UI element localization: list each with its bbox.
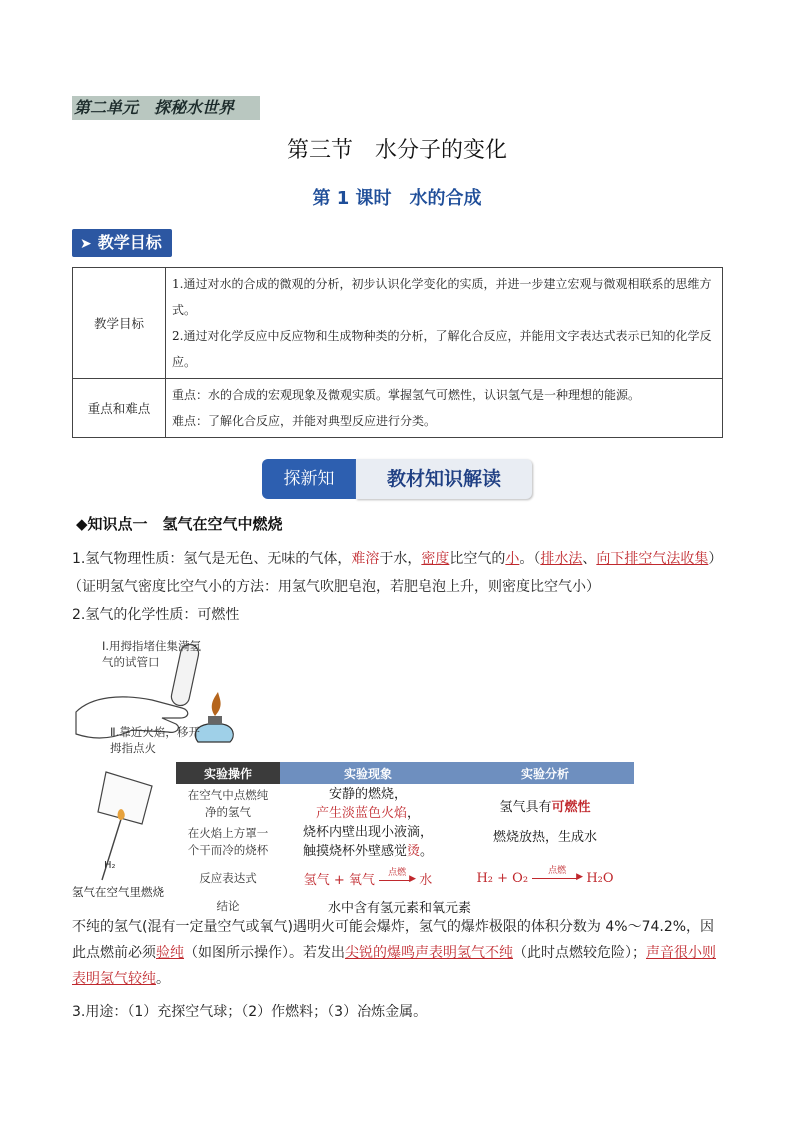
- phen-1: 安静的燃烧，: [328, 787, 407, 802]
- column-header: 实验现象: [280, 762, 456, 784]
- table-row: [73, 268, 723, 379]
- table-row: [176, 784, 634, 862]
- highlight: 难溶: [351, 551, 380, 567]
- banner-right: 教材知识解读: [356, 459, 532, 499]
- highlight: 尖锐的爆鸣声表明氢气不纯: [345, 945, 513, 961]
- analysis-cell: [456, 784, 634, 862]
- text: （如图所示操作）。若发出: [184, 945, 345, 961]
- text: 1.氢气物理性质：氢气是无色、无味的气体，: [72, 551, 352, 567]
- page-title: 第三节 水分子的变化: [286, 138, 507, 163]
- highlight: 向下排空气法收集: [596, 551, 709, 567]
- highlight: 产生淡蓝色火焰: [315, 806, 407, 821]
- table-row: [73, 379, 723, 438]
- banner-left: 探新知: [262, 459, 356, 499]
- goal-line: 重点：水的合成的宏观现象及微观实质。掌握氢气可燃性，认识氢气是一种理想的能源。: [172, 388, 641, 402]
- condition-label: 点燃: [388, 868, 407, 878]
- ana-2: 燃烧放热，生成水: [492, 830, 597, 845]
- section-banner: [262, 459, 532, 499]
- conclusion-cell: 水中含有氢元素和氧元素: [328, 900, 472, 916]
- arrow-head-icon: ▶: [576, 872, 584, 882]
- row-label: 重点和难点: [73, 379, 166, 438]
- phen-4: [281, 842, 455, 861]
- eq-product: 水: [419, 872, 433, 888]
- text: （此时点燃较危险）；: [513, 945, 646, 961]
- row-content: [166, 268, 723, 379]
- paragraph-chemical-properties: 2.氢气的化学性质：可燃性: [72, 607, 240, 623]
- goal-line: 难点：了解化合反应，并能对典型反应进行分类。: [172, 414, 437, 428]
- figure-caption: 氢气在空气里燃烧: [72, 885, 164, 899]
- experiment-table: [176, 762, 634, 918]
- beaker-illustration: [72, 768, 176, 888]
- operation-cell: [176, 784, 280, 862]
- condition-label: 点燃: [548, 866, 567, 876]
- phenomenon-cell: [280, 784, 456, 862]
- text: 氢气具有: [499, 800, 552, 815]
- arrow-line: [379, 880, 411, 881]
- reaction-arrow: [379, 868, 416, 887]
- paragraph-uses: 3.用途：（1）充探空气球；（2）作燃料；（3）冶炼金属。: [72, 1004, 428, 1020]
- highlight: 排水法: [540, 551, 583, 567]
- arrow-line: [532, 878, 578, 879]
- highlight: 小: [505, 551, 520, 567]
- op-2: 在火焰上方罩一个干而冷的烧杯: [187, 826, 269, 857]
- knowledge-point-title: ◆知识点一 氢气在空气中燃烧: [76, 515, 283, 533]
- goals-table: [72, 267, 723, 438]
- eq-sym-reactants: H₂ + O₂: [476, 870, 529, 886]
- eq-reactants: 氢气 + 氧气: [303, 872, 375, 888]
- text: ，: [407, 806, 421, 821]
- op-1: 在空气中点燃纯净的氢气: [187, 788, 269, 819]
- paragraph-note: （证明氢气密度比空气小的方法：用氢气吹肥皂泡，若肥皂泡上升，则密度比空气小）: [68, 579, 600, 595]
- highlight: 烫: [406, 844, 420, 859]
- eq-sym-product: H₂O: [586, 870, 614, 886]
- ana-1: [457, 793, 633, 823]
- goal-line: 2.通过对化学反应中反应物和生成物种类的分析，了解化合反应，并能用文字表达式表示已知的化学反应。: [172, 329, 712, 369]
- reaction-arrow: [532, 866, 584, 885]
- unit-tag: 第二单元 探秘水世界: [72, 96, 260, 120]
- highlight: 可燃性: [551, 800, 591, 815]
- conclusion-label-cell: 结论: [216, 899, 240, 913]
- goal-line: 1.通过对水的合成的微观的分析，初步认识化学变化的实质，并进一步建立宏观与微观相联系的思维方式。: [172, 277, 712, 317]
- phen-2: [281, 804, 455, 823]
- section-heading-label: 教学目标: [97, 233, 162, 252]
- table-header-row: [176, 762, 634, 784]
- row-label: 教学目标: [73, 268, 166, 379]
- text: 触摸烧杯外壁感觉: [302, 844, 407, 859]
- row-content: [166, 379, 723, 438]
- beaker-icon: [98, 772, 152, 824]
- column-header: 实验分析: [456, 762, 634, 784]
- eq-word-cell: [280, 862, 456, 894]
- eq-label-cell: 反应表达式: [199, 871, 257, 885]
- arrow-icon: ➤: [80, 236, 92, 252]
- highlight: 验纯: [156, 945, 184, 961]
- step-2-label: Ⅱ.靠近火焰，移开拇指点火: [110, 725, 200, 755]
- experiment-figure: [72, 638, 638, 916]
- text: 比空气的: [449, 551, 506, 567]
- column-header: 实验操作: [176, 762, 280, 784]
- text: 。: [156, 971, 170, 987]
- h2-label: H₂: [104, 860, 116, 871]
- text: ）: [708, 551, 723, 567]
- section-heading-goals: [72, 229, 172, 257]
- highlight: 声音很小则表明氢气较纯: [72, 945, 716, 987]
- text: 不纯的氢气(混有一定量空气或氧气)遇明火可能会爆炸，氢气的爆炸极限的体积分数为 4%～74.2%，因此点燃前必须: [72, 919, 715, 961]
- eq-sym-cell: [456, 862, 634, 894]
- paragraph-purity-test: [72, 914, 724, 992]
- text: 于水，: [379, 551, 422, 567]
- step-1-label: Ⅰ.用拇指堵住集满氢气的试管口: [102, 639, 202, 669]
- text: 。: [420, 844, 434, 859]
- paragraph-physical-properties: [72, 546, 724, 572]
- table-row: [176, 862, 634, 894]
- arrow-head-icon: ▶: [409, 874, 416, 884]
- phen-3: 烧杯内壁出现小液滴，: [302, 825, 433, 840]
- highlight: 密度: [421, 551, 450, 567]
- text: 。（: [519, 551, 541, 567]
- text: 、: [582, 551, 597, 567]
- page-subtitle: 第 1 课时 水的合成: [312, 188, 482, 209]
